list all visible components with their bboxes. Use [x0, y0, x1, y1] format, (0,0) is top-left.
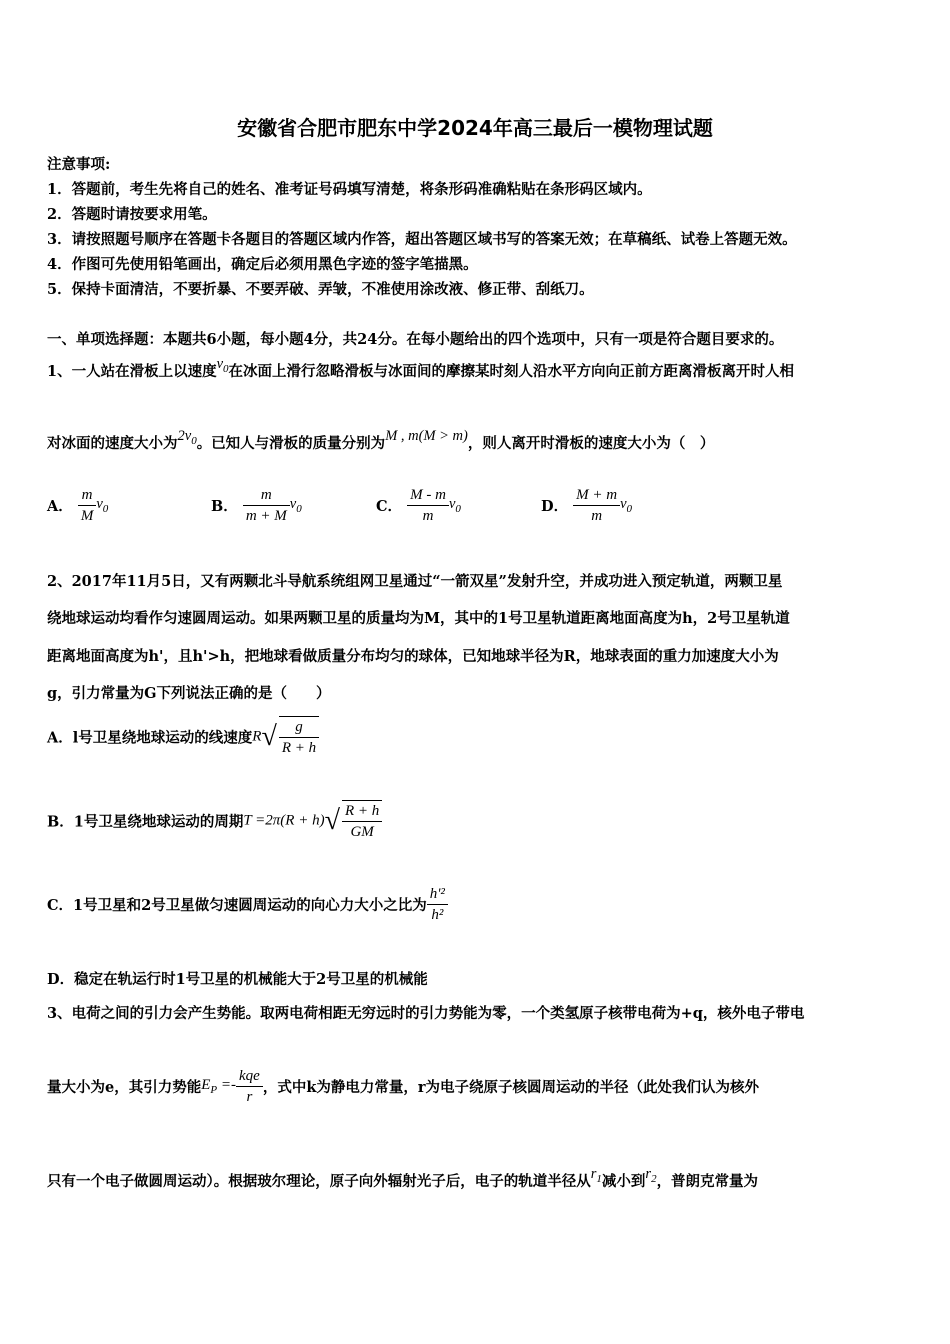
notice-item-2: 2．答题时请按要求用笔。: [47, 206, 217, 223]
notice-item-4: 4．作图可先使用铅笔画出，确定后必须用黑色字迹的签字笔描黑。: [47, 256, 478, 273]
notice-heading: 注意事项:: [47, 156, 111, 173]
q2-line4: g，引力常量为G下列说法正确的是（ ）: [47, 685, 331, 702]
sqrt-symbol: √: [324, 805, 340, 836]
q1-option-c-fraction: $\frac{M - m}{m}$: [407, 485, 449, 526]
q2-option-c[interactable]: C．1号卫星和2号卫星做匀速圆周运动的向心力大小之比为 $\frac{\text{h'²}}{\text{h²}}$: [47, 884, 448, 925]
page-title: 安徽省合肥市肥东中学2024年高三最后一模物理试题: [237, 116, 713, 140]
q1-option-d[interactable]: D． $\frac{M + m}{m}$ $v_0$: [541, 487, 633, 524]
notice-item-3: 3．请按照题号顺序在答题卡各题目的答题区域内作答，超出答题区域书写的答案无效；在草稿纸、试卷上答题无效。: [47, 231, 797, 248]
q2-line1: 2、2017年11月5日，又有两颗北斗导航系统组网卫星通过“一箭双星”发射升空，并成功进入预定轨道，两颗卫星: [47, 573, 783, 590]
q1-option-b-fraction: $\frac{m}{m + M}$: [243, 485, 290, 526]
q1-option-b[interactable]: B． $\frac{m}{m + M}$ $v_0$: [211, 487, 302, 524]
q2-option-a[interactable]: A．l号卫星绕地球运动的线速度R√ $\frac{g}{R + h}$: [47, 716, 319, 758]
q3-line3: 只有一个电子做圆周运动）。根据玻尔理论，原子向外辐射光子后，电子的轨道半径从$r_1$减小到$r_2$，普朗克常量为: [47, 1166, 759, 1190]
q2-line3: 距离地面高度为h'，且h'>h，把地球看做质量分布均匀的球体，已知地球半径为R，地球表面的重力加速度大小为: [47, 648, 779, 665]
q3-line1: 3、电荷之间的引力会产生势能。取两电荷相距无穷远时的引力势能为零，一个类氢原子核带电荷为+q，核外电子带电: [47, 1005, 805, 1022]
q3-line2: 量大小为e，其引力势能$E_P$ =- $\frac{\text{kqe}}{r}$ ，式中k为静电力常量，r为电子绕原子核圆周运动的半径（此处我们认为核外: [47, 1068, 760, 1105]
q1-option-c[interactable]: C． $\frac{M - m}{m}$ $v_0$: [376, 487, 461, 524]
q2-option-b[interactable]: B．1号卫星绕地球运动的周期T =2π(R + h)√ $\frac{R + h}{GM}$: [47, 800, 382, 842]
q1-line1: 1、一人站在滑板上以速度$v_0$在冰面上滑行忽略滑板与冰面间的摩擦某时刻人沿水平方向向正前方距离滑板离开时人相: [47, 356, 795, 380]
sqrt-symbol: √: [261, 721, 277, 752]
q1-line2: 对冰面的速度大小为$2v_0$。已知人与滑板的质量分别为M , m(M > m)，则人离开时滑板的速度大小为（ ）: [47, 428, 715, 452]
section-heading: 一、单项选择题：本题共6小题，每小题4分，共24分。在每小题给出的四个选项中，只有一项是符合题目要求的。: [47, 331, 784, 348]
q2-option-d[interactable]: D．稳定在轨运行时1号卫星的机械能大于2号卫星的机械能: [47, 971, 428, 988]
q1-option-a-fraction: $\frac{m}{M}$: [78, 485, 97, 526]
q1-option-a[interactable]: A． $\frac{m}{M}$ $v_0$: [47, 487, 109, 524]
notice-item-1: 1．答题前，考生先将自己的姓名、准考证号码填写清楚，将条形码准确粘贴在条形码区域内。: [47, 181, 652, 198]
q2-line2: 绕地球运动均看作匀速圆周运动。如果两颗卫星的质量均为M，其中的1号卫星轨道距离地面高度为h，2号卫星轨道: [47, 610, 790, 627]
notice-item-5: 5．保持卡面清洁，不要折暴、不要弄破、弄皱，不准使用涂改液、修正带、刮纸刀。: [47, 281, 594, 298]
q1-option-d-fraction: $\frac{M + m}{m}$: [573, 485, 620, 526]
